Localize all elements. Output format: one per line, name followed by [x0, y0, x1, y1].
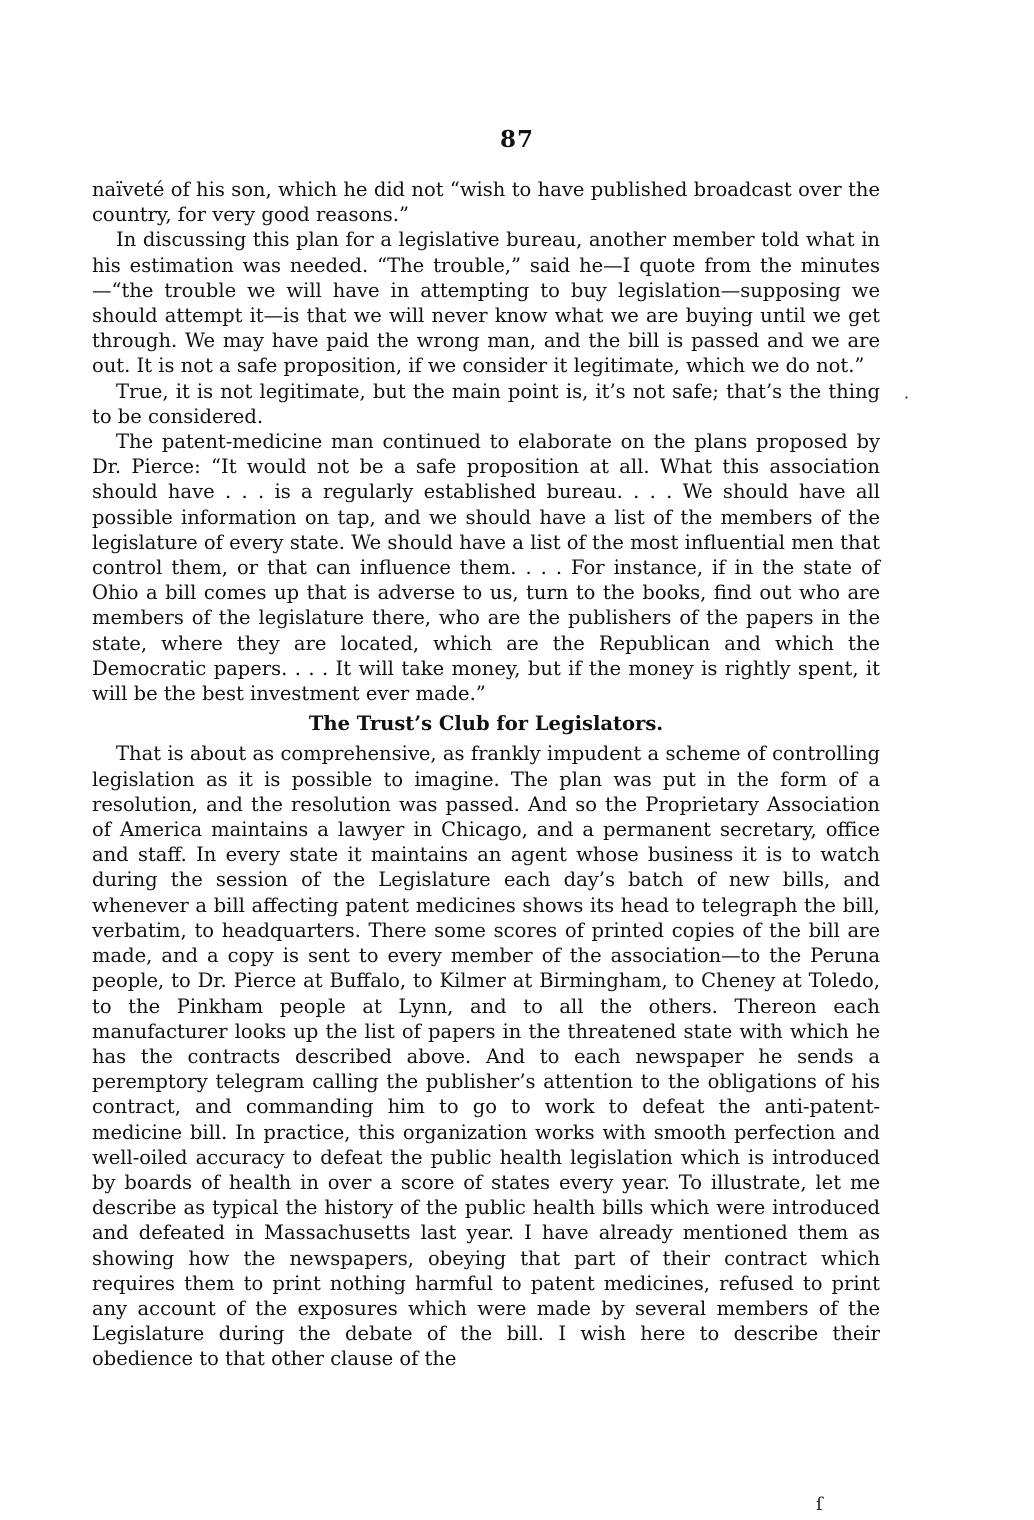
section-heading: The Trust’s Club for Legislators.	[308, 712, 664, 736]
paragraph-3: True, it is not legitimate, but the main point is, it’s not safe; that’s the thing to be considered.	[92, 379, 880, 428]
paragraph-1: naïveté of his son, which he did not “wish to have published broadcast over the country, for very good reasons.”	[92, 178, 880, 227]
page-number: 87	[499, 126, 534, 153]
footer-mark: ſ	[816, 1494, 823, 1515]
paragraph-4: The patent-medicine man continued to elaborate on the plans proposed by Dr. Pierce: “It would not be a safe proposition at all. What this association should have . . . is a regularly established bureau. . . . We should have all possible information on tap, and we should have a list of the members of the legislature of every state. We should have a list of the most influential men that control them, or that can influence them. . . . For instance, if in the state of Ohio a bill comes up that is adverse to us, turn to the books, find out who are members of the legislature there, who are the publishers of the papers in the state, where they are located, which are the Republican and which the Democratic papers. . . . It will take money, but if the money is rightly spent, it will be the best investment ever made.”	[92, 430, 880, 706]
margin-dot: ·	[904, 388, 910, 407]
paragraph-2: In discussing this plan for a legislative bureau, another member told what in his estimation was needed. “The trouble,” said he—I quote from the minutes—“the trouble we will have in attempting to buy legislation—supposing we should attempt it—is that we will never know what we are buying until we get through. We may have paid the wrong man, and the bill is passed and we are out. It is not a safe proposition, if we consider it legitimate, which we do not.”	[92, 228, 880, 378]
page-body	[92, 177, 880, 1372]
paragraph-5: That is about as comprehensive, as frankly impudent a scheme of controlling legislation as it is possible to imagine. The plan was put in the form of a resolution, and the resolution was passed. And so the Proprietary Association of America maintains a lawyer in Chicago, and a permanent secretary, office and staff. In every state it maintains an agent whose business it is to watch during the session of the Legislature each day’s batch of new bills, and whenever a bill affecting patent medicines shows its head to telegraph the bill, verbatim, to headquarters. There some scores of printed copies of the bill are made, and a copy is sent to every member of the association—to the Peruna people, to Dr. Pierce at Buffalo, to Kilmer at Birmingham, to Cheney at Toledo, to the Pinkham people at Lynn, and to all the others. Thereon each manufacturer looks up the list of papers in the threatened state with which he has the contracts described above. And to each newspaper he sends a peremptory telegram calling the publisher’s attention to the obligations of his contract, and commanding him to go to work to defeat the anti-patent-medicine bill. In practice, this organization works with smooth perfection and well-oiled accuracy to defeat the public health legislation which is introduced by boards of health in over a score of states every year. To illustrate, let me describe as typical the history of the public health bills which were introduced and defeated in Massachusetts last year. I have already mentioned them as showing how the newspapers, obeying that part of their contract which requires them to print nothing harmful to patent medicines, refused to print any account of the exposures which were made by several members of the Legislature during the debate of the bill. I wish here to describe their obedience to that other clause of the	[92, 742, 880, 1371]
